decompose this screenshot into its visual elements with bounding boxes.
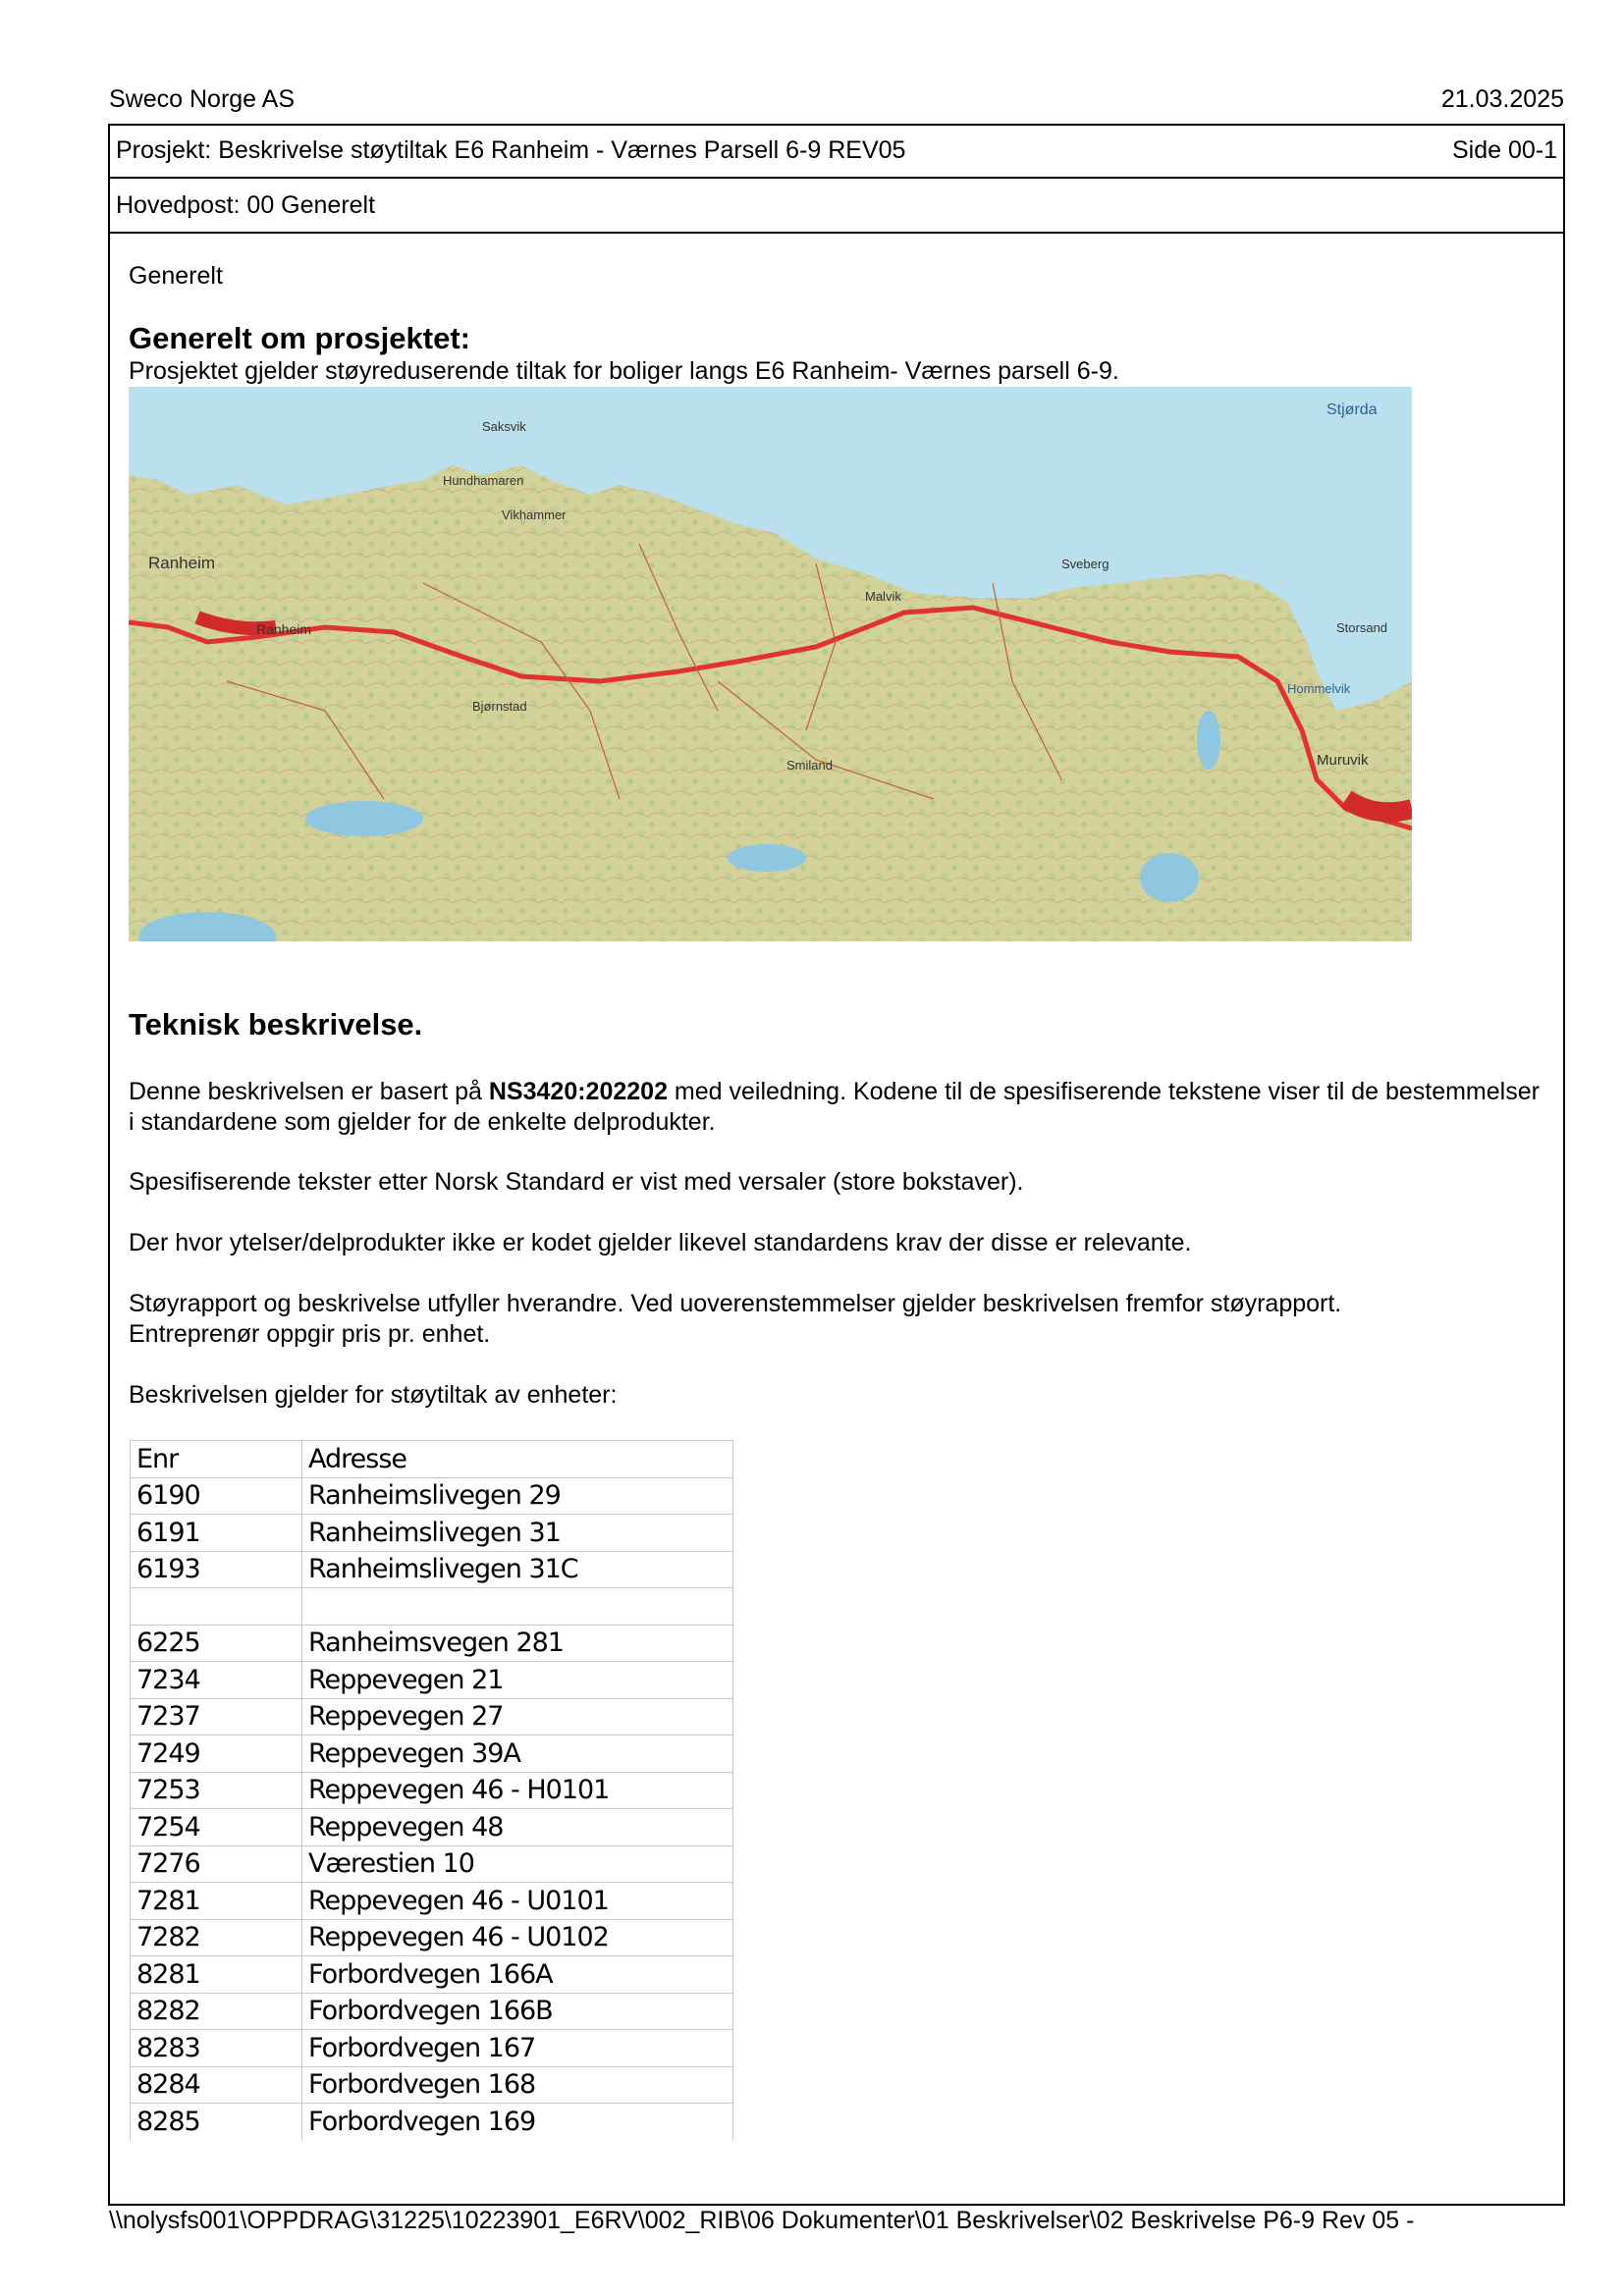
cell-adresse: Forbordvegen 166A (302, 1956, 733, 1994)
cell-enr: 7281 (131, 1883, 302, 1920)
table-row (131, 1625, 733, 1662)
cell-adresse: Ranheimslivegen 31C (302, 1551, 733, 1588)
paragraph-ns3420 (129, 1077, 1543, 1138)
cell-adresse (302, 1588, 733, 1626)
page-number: Side 00-1 (1451, 136, 1557, 164)
map-label: Hommelvik (1287, 681, 1351, 696)
company-name: Sweco Norge AS (109, 85, 295, 113)
cell-enr: 8284 (131, 2066, 302, 2104)
cell-adresse: Reppevegen 39A (302, 1735, 733, 1773)
lake (728, 844, 806, 872)
cell-adresse: Reppevegen 46 - H0101 (302, 1772, 733, 1809)
lake (1197, 711, 1220, 770)
cell-adresse: Forbordvegen 168 (302, 2066, 733, 2104)
table-row (131, 1515, 733, 1552)
cell-enr: 7237 (131, 1698, 302, 1735)
table-row (131, 1809, 733, 1846)
map-label: Sveberg (1061, 557, 1110, 571)
cell-enr: 7254 (131, 1809, 302, 1846)
project-map (129, 387, 1412, 941)
table-row (131, 2030, 733, 2067)
table-row (131, 2104, 733, 2140)
header-adresse: Adresse (302, 1441, 733, 1478)
section-label: Generelt (129, 262, 223, 290)
map-label: Malvik (865, 589, 901, 604)
cell-enr: 6191 (131, 1515, 302, 1552)
map-label: Muruvik (1317, 752, 1369, 769)
map-label: Storsand (1336, 620, 1388, 635)
cell-enr: 7253 (131, 1772, 302, 1809)
cell-enr: 6225 (131, 1625, 302, 1662)
table-row (131, 1551, 733, 1588)
map-label: Stjørda (1326, 401, 1378, 418)
cell-adresse: Forbordvegen 166B (302, 1993, 733, 2030)
cell-enr: 8283 (131, 2030, 302, 2067)
cell-enr: 6193 (131, 1551, 302, 1588)
table-row (131, 1993, 733, 2030)
table-header-row (131, 1441, 733, 1478)
cell-enr (131, 1588, 302, 1626)
cell-adresse: Forbordvegen 167 (302, 2030, 733, 2067)
map-label: Saksvik (482, 419, 526, 434)
cell-adresse: Reppevegen 27 (302, 1698, 733, 1735)
cell-adresse: Ranheimslivegen 29 (302, 1477, 733, 1515)
paragraph-versaler: Spesifiserende tekster etter Norsk Standard er vist med versaler (store bokstaver). (129, 1168, 1024, 1196)
project-row (108, 124, 1565, 179)
table-row (131, 1919, 733, 1956)
table-row (131, 1735, 733, 1773)
p1-text-b: med veiledning. Kodene til de spesifiserende tekstene viser til de bestemmelser i standardene som gjelder for de enkelte delprodukter. (129, 1078, 1540, 1136)
map-label: Bjørnstad (472, 699, 527, 714)
heading-general: Generelt om prosjektet: (129, 321, 470, 355)
cell-enr: 7249 (131, 1735, 302, 1773)
p4-line2: Entreprenør oppgir pris pr. enhet. (129, 1320, 491, 1348)
general-text: Prosjektet gjelder støyreduserende tiltak for boliger langs E6 Ranheim- Værnes parsell 6-9. (129, 357, 1119, 385)
map-label: Ranheim (256, 621, 312, 637)
table-row (131, 1956, 733, 1994)
table-row (131, 1772, 733, 1809)
p1-text-a: Denne beskrivelsen er basert på (129, 1078, 489, 1105)
header-enr: Enr (131, 1441, 302, 1478)
map-label: Hundhamaren (443, 473, 524, 488)
table-row (131, 2066, 733, 2104)
cell-enr: 7282 (131, 1919, 302, 1956)
p4-line1: Støyrapport og beskrivelse utfyller hverandre. Ved uoverenstemmelser gjelder beskrivelsen fremfor støyrapport. (129, 1290, 1342, 1317)
table-row (131, 1698, 733, 1735)
table-row (131, 1588, 733, 1626)
map-label: Ranheim (148, 554, 216, 572)
document-date: 21.03.2025 (1440, 85, 1564, 113)
cell-adresse: Reppevegen 21 (302, 1662, 733, 1699)
table-row (131, 1662, 733, 1699)
project-title: Prosjekt: Beskrivelse støytiltak E6 Ranheim - Værnes Parsell 6-9 REV05 (116, 136, 906, 164)
cell-adresse: Ranheimsvegen 281 (302, 1625, 733, 1662)
table-row (131, 1845, 733, 1883)
hovedpost-row (108, 179, 1565, 234)
map-label: Smiland (786, 758, 833, 773)
cell-adresse: Reppevegen 46 - U0102 (302, 1919, 733, 1956)
cell-adresse: Forbordvegen 169 (302, 2104, 733, 2140)
cell-adresse: Reppevegen 48 (302, 1809, 733, 1846)
cell-enr: 7234 (131, 1662, 302, 1699)
paragraph-report (129, 1289, 1543, 1350)
paragraph-standard: Der hvor ytelser/delprodukter ikke er kodet gjelder likevel standardens krav der disse er relevante. (129, 1229, 1192, 1256)
cell-enr: 8282 (131, 1993, 302, 2030)
lake (1140, 853, 1199, 902)
cell-adresse: Reppevegen 46 - U0101 (302, 1883, 733, 1920)
ns3420-code: NS3420:202202 (488, 1078, 668, 1105)
file-path: \\nolysfs001\OPPDRAG\31225\10223901_E6RV\002_RIB\06 Dokumenter\01 Beskrivelser\02 Beskrivelse P6-9 Rev 05 - (109, 2207, 1415, 2234)
table-row (131, 1883, 733, 1920)
units-table (130, 1440, 733, 2140)
table-row (131, 1477, 733, 1515)
cell-enr: 8281 (131, 1956, 302, 1994)
map-label: Vikhammer (502, 507, 567, 522)
cell-adresse: Værestien 10 (302, 1845, 733, 1883)
hovedpost-label: Hovedpost: 00 Generelt (116, 191, 376, 219)
heading-technical: Teknisk beskrivelse. (129, 1007, 423, 1041)
cell-enr: 7276 (131, 1845, 302, 1883)
lake (305, 801, 423, 836)
cell-enr: 6190 (131, 1477, 302, 1515)
cell-enr: 8285 (131, 2104, 302, 2140)
cell-adresse: Ranheimslivegen 31 (302, 1515, 733, 1552)
paragraph-units-intro: Beskrivelsen gjelder for støytiltak av enheter: (129, 1381, 618, 1409)
